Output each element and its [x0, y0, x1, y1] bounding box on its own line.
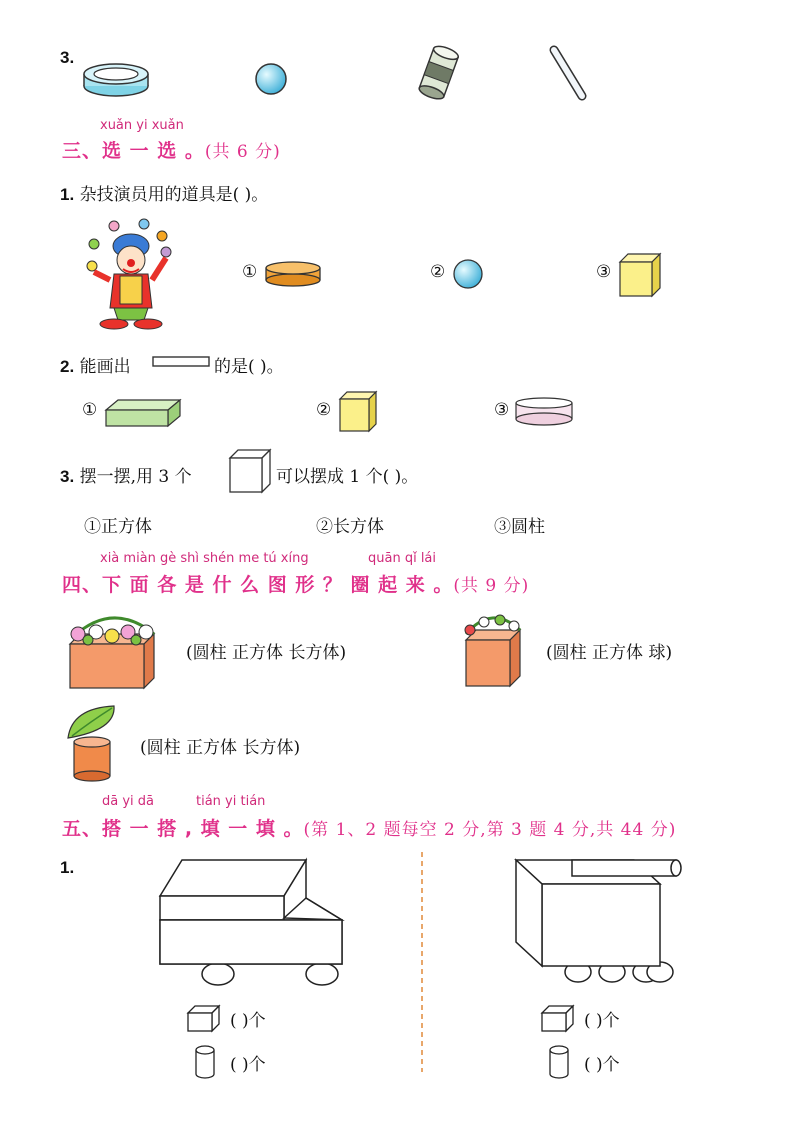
shape-choices-1: (圆柱 正方体 长方体): [186, 643, 347, 663]
ring-cylinder-image: [82, 62, 152, 100]
option-1-label: ①: [242, 262, 258, 282]
clown-juggler-image: [84, 216, 180, 332]
cube-image: [338, 390, 380, 434]
question-number: 1.: [60, 185, 75, 204]
question-text-before: 能画出: [79, 357, 131, 377]
question-3: [60, 462, 192, 487]
question-2: [60, 352, 131, 377]
option-1: ①正方体: [84, 517, 152, 537]
option-2-label: ②: [430, 262, 446, 282]
option-2-label: ②: [316, 400, 332, 420]
question-number: 2.: [60, 357, 75, 376]
question-number: 3.: [60, 48, 75, 67]
option-3: ③圆柱: [494, 517, 545, 537]
stick-cylinder-image: [546, 44, 592, 104]
section-pinyin: tián yi tián: [196, 794, 266, 809]
disc-cylinder-image: [264, 260, 324, 290]
cuboid-flat-image: [104, 396, 184, 430]
count-blank-cylinder-right[interactable]: ( )个: [584, 1055, 620, 1075]
cylinder-small-icon: [194, 1044, 218, 1080]
question-text: 杂技演员用的道具是( )。: [79, 185, 269, 205]
section-score: (第 1、2 题每空 2 分,第 3 题 4 分,共 44 分): [303, 820, 677, 840]
cuboid-small-icon: [540, 1004, 576, 1034]
ball-sphere-image: [452, 258, 486, 292]
question-1: [60, 180, 268, 205]
count-blank-cuboid-right[interactable]: ( )个: [584, 1011, 620, 1031]
cuboid-small-icon: [186, 1004, 222, 1034]
section-pinyin: dā yi dā: [102, 794, 155, 809]
section-title: [62, 136, 281, 163]
section-title-text: 五、搭 一 搭 , 填 一 填 。: [62, 818, 304, 840]
section-title-text: 三、选 一 选 。: [62, 140, 205, 162]
sphere-image: [254, 62, 290, 98]
count-blank-cuboid-left[interactable]: ( )个: [230, 1011, 266, 1031]
cube-image: [618, 252, 664, 298]
section-score: (共 9 分): [453, 576, 530, 596]
shape-choices-3: (圆柱 正方体 长方体): [140, 738, 301, 758]
dashed-divider: [420, 852, 424, 1072]
block-truck-image: [156, 856, 350, 992]
flower-cube-image: [458, 608, 532, 692]
option-2: ②长方体: [316, 517, 384, 537]
shape-choices-2: (圆柱 正方体 球): [546, 643, 673, 663]
option-3-label: ③: [596, 262, 612, 282]
can-cylinder-image: [416, 44, 464, 100]
section-title: [62, 814, 676, 841]
section-title: [62, 570, 529, 597]
question-text-after: 的是( )。: [214, 357, 284, 377]
option-1-label: ①: [82, 400, 98, 420]
count-blank-cylinder-left[interactable]: ( )个: [230, 1055, 266, 1075]
section-score: (共 6 分): [204, 142, 281, 162]
cube-outline-image: [228, 448, 274, 496]
flower-box-image: [62, 608, 166, 692]
section-pinyin: xià miàn gè shì shén me tú xíng: [100, 551, 309, 566]
question-number: 1.: [60, 858, 75, 877]
section-pinyin: xuǎn yi xuǎn: [100, 118, 184, 133]
question-text-before: 摆一摆,用 3 个: [79, 467, 192, 487]
plant-pot-cylinder-image: [62, 704, 124, 780]
cylinder-small-icon: [548, 1044, 572, 1080]
question-number: 3.: [60, 467, 75, 486]
section-pinyin: quān qǐ lái: [368, 551, 437, 566]
section-title-text: 四、下 面 各 是 什 么 图 形 ？ 圈 起 来 。: [62, 574, 454, 596]
rectangle-outline-image: [152, 355, 212, 369]
option-3-label: ③: [494, 400, 510, 420]
block-box-image: [512, 852, 688, 990]
disc-cylinder-image: [514, 396, 576, 428]
question-text-after: 可以摆成 1 个( )。: [276, 467, 419, 487]
